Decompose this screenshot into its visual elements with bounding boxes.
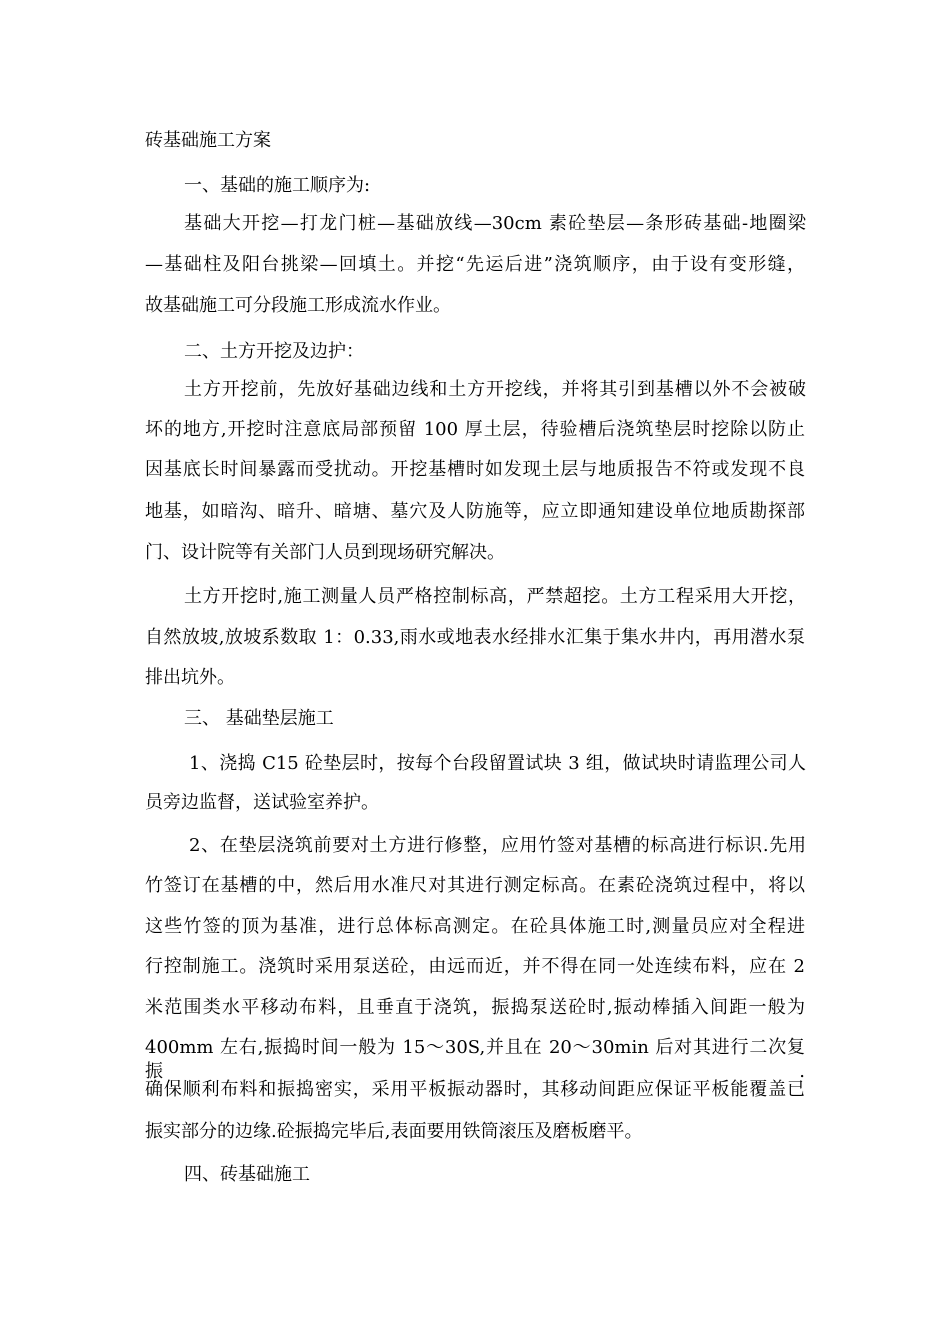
section-4-heading: 四、砖基础施工 — [184, 1164, 310, 1185]
section-3-item-2-line-2: 竹签订在基槽的中，然后用水准尺对其进行测定标高。在素砼浇筑过程中，将以 — [145, 875, 805, 896]
section-3-item-2-line-7: 确保顺利布料和振捣密实，采用平板振动器时，其移动间距应保证平板能覆盖已 — [145, 1079, 805, 1100]
section-3-item-2-line-3: 这些竹签的顶为基准，进行总体标高测定。在砼具体施工时,测量员应对全程进 — [145, 916, 805, 937]
section-2-para-2-line-3: 排出坑外。 — [145, 667, 235, 688]
section-2-heading: 二、土方开挖及边护： — [184, 341, 364, 362]
section-2-para-1-line-3: 因基底长时间暴露而受扰动。开挖基槽时如发现土层与地质报告不符或发现不良 — [145, 459, 805, 480]
section-3-item-2-line-1: 2、在垫层浇筑前要对土方进行修整，应用竹签对基槽的标高进行标识.先用 — [189, 835, 806, 856]
section-3-item-2-line-4: 行控制施工。浇筑时采用泵送砼，由远而近，并不得在同一处连续布料，应在 2 — [145, 956, 805, 977]
section-2-para-1-line-5: 门、设计院等有关部门人员到现场研究解决。 — [145, 542, 505, 563]
section-3-item-2-line-8: 振实部分的边缘.砼振捣完毕后,表面要用铁筒滚压及磨板磨平。 — [145, 1121, 643, 1142]
section-3-heading: 三、 基础垫层施工 — [184, 708, 334, 729]
section-3-item-1-line-1: 1、浇捣 C15 砼垫层时，按每个台段留置试块 3 组，做试块时请监理公司人 — [189, 753, 806, 774]
section-3-item-2-line-5: 米范围类水平移动布料，且垂直于浇筑，振捣泵送砼时,振动棒插入间距一般为 — [145, 997, 805, 1018]
section-2-para-2-line-1: 土方开挖时,施工测量人员严格控制标高，严禁超挖。土方工程采用大开挖， — [184, 586, 806, 607]
section-1-line-2: —基础柱及阳台挑梁—回填土。并挖“先运后进”浇筑顺序，由于设有变形缝， — [145, 254, 805, 275]
section-2-para-1-line-4: 地基，如暗沟、暗升、暗塘、墓穴及人防施等，应立即通知建设单位地质勘探部 — [145, 501, 805, 522]
section-2-para-2-line-2: 自然放坡,放坡系数取 1：0.33,雨水或地表水经排水汇集于集水井内，再用潜水泵 — [145, 627, 805, 648]
section-1-heading: 一、基础的施工顺序为: — [184, 175, 371, 196]
document-title: 砖基础施工方案 — [145, 130, 271, 151]
section-3-item-2-line-6: 400mm 左右,振捣时间一般为 15～30S,并且在 20～30min 后对其进行二次复振. — [145, 1037, 805, 1082]
section-1-line-1: 基础大开挖—打龙门桩—基础放线—30cm 素砼垫层—条形砖基础-地圈梁 — [184, 213, 806, 234]
section-2-para-1-line-1: 土方开挖前，先放好基础边线和土方开挖线，并将其引到基槽以外不会被破 — [184, 379, 806, 400]
section-2-para-1-line-2: 坏的地方,开挖时注意底局部预留 100 厚土层，待验槽后浇筑垫层时挖除以防止 — [145, 419, 805, 440]
section-3-item-1-line-2: 员旁边监督，送试验室养护。 — [145, 792, 379, 813]
section-1-line-3: 故基础施工可分段施工形成流水作业。 — [145, 295, 451, 316]
